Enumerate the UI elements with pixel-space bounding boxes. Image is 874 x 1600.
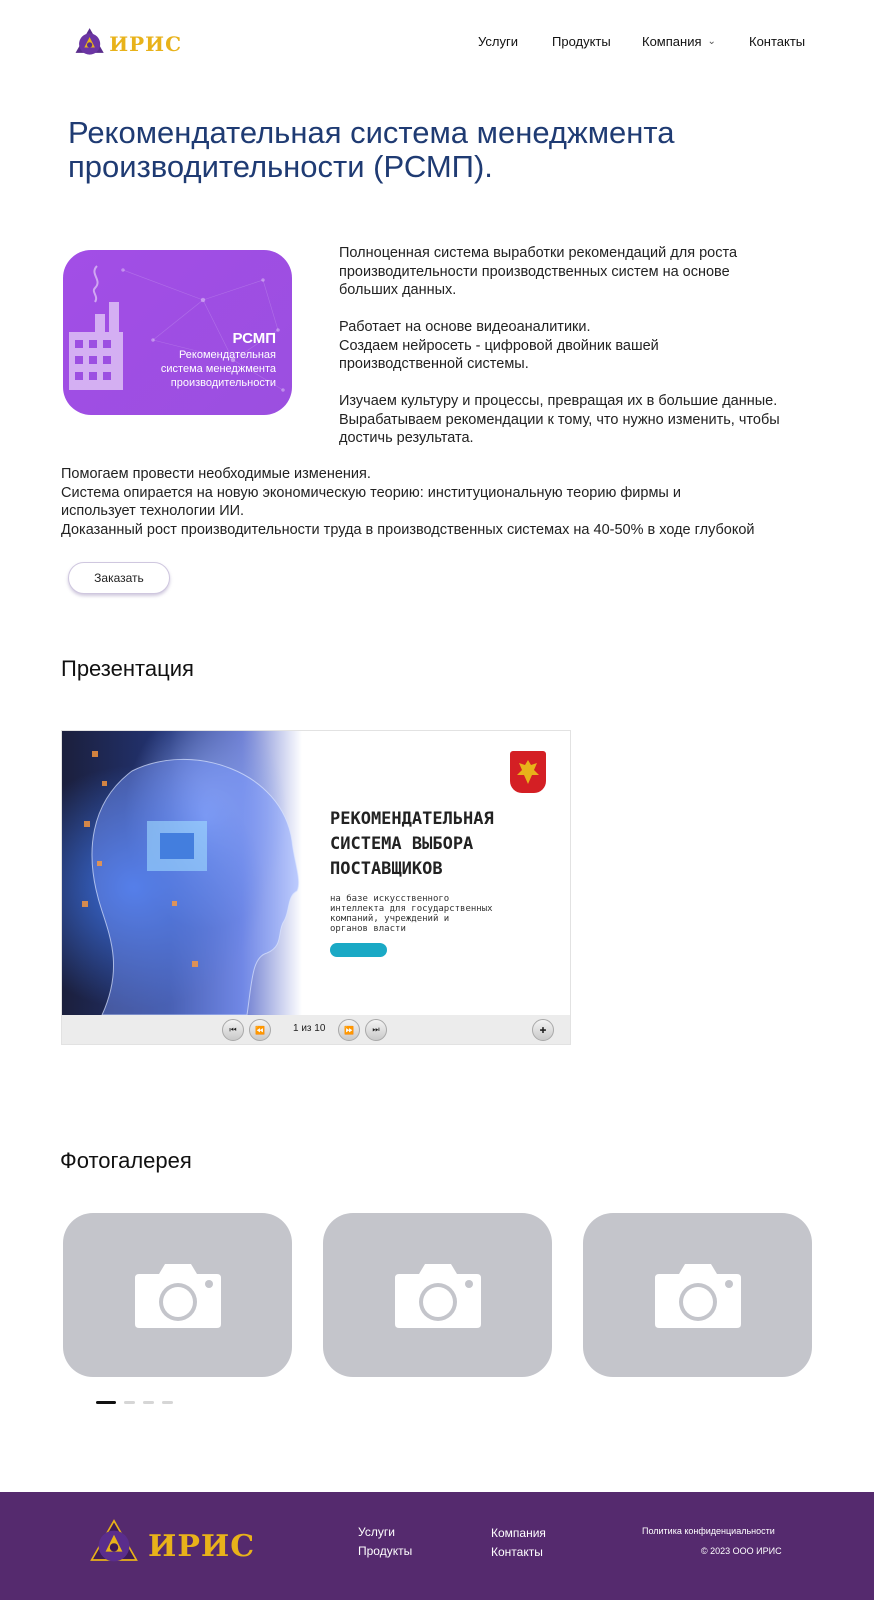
skip-start-icon: ⏮	[229, 1025, 237, 1034]
nav-company[interactable]	[642, 34, 716, 49]
footer-logo-text: ИРИС	[148, 1528, 256, 1564]
footer	[0, 1492, 874, 1600]
skip-end-icon: ⏭	[372, 1025, 380, 1034]
desc-line: производственной системы.	[339, 356, 529, 372]
logo-text: ИРИС	[109, 32, 182, 56]
page-title-line: производительности (РСМП).	[68, 149, 493, 184]
presentation-viewer[interactable]	[61, 730, 571, 1045]
nav-contacts[interactable]: Контакты	[749, 34, 806, 49]
chevron-down-icon: ⌄	[707, 36, 716, 47]
camera-icon	[395, 1262, 481, 1328]
privacy-policy-link[interactable]: Политика конфиденциальности	[642, 1526, 775, 1536]
camera-icon	[655, 1262, 741, 1328]
desc-line: Система опирается на новую экономическую теорию: институциональную теорию фирмы и	[61, 484, 681, 501]
promo-subtitle-line: система менеджмента	[160, 363, 276, 375]
gallery-photo[interactable]	[63, 1213, 292, 1377]
promo-subtitle-line: производительности	[170, 377, 276, 389]
iris-logo-icon	[84, 1518, 144, 1574]
fullscreen-icon: ✚	[539, 1025, 547, 1035]
camera-icon	[135, 1262, 221, 1328]
gallery-page-dot[interactable]	[162, 1401, 173, 1404]
gallery-photo[interactable]	[583, 1213, 812, 1377]
desc-line: Доказанный рост производительности труда в производственных системах на 40-50% в ходе глубокой	[61, 521, 755, 538]
page-counter: 1 из 10	[293, 1023, 326, 1034]
page-title-line: Рекомендательная система менеджмента	[68, 115, 675, 150]
footer-link-contacts[interactable]: Контакты	[491, 1545, 543, 1559]
slide-title-line: РЕКОМЕНДАТЕЛЬНАЯ	[330, 809, 494, 829]
order-button[interactable]: Заказать	[68, 562, 170, 594]
header-logo[interactable]	[72, 22, 182, 66]
gallery-section-title: Фотогалерея	[60, 1148, 192, 1173]
nav-company-label: Компания	[642, 34, 702, 49]
fast-forward-icon: ⏩	[344, 1025, 354, 1035]
gallery-photo[interactable]	[323, 1213, 552, 1377]
footer-link-services[interactable]: Услуги	[358, 1525, 395, 1539]
desc-line: Работает на основе видеоаналитики.	[339, 319, 591, 335]
product-description	[339, 244, 819, 448]
slide-subtitle-line: органов власти	[330, 924, 406, 934]
gallery-page-dot[interactable]	[124, 1401, 135, 1404]
promo-subtitle-line: Рекомендательная	[178, 349, 276, 361]
coat-of-arms-icon	[510, 751, 546, 793]
desc-line: достичь результата.	[339, 430, 474, 446]
desc-line: больших данных.	[339, 282, 457, 298]
promo-title: РСМП	[232, 330, 276, 347]
ai-head-image	[62, 731, 302, 1015]
desc-line: Создаем нейросеть - цифровой двойник вашей	[339, 337, 659, 354]
first-slide-button[interactable]	[222, 1019, 244, 1041]
presentation-controls	[62, 1015, 570, 1044]
copyright: © 2023 ООО ИРИС	[701, 1546, 782, 1556]
promo-subtitle	[136, 348, 276, 390]
slide-subtitle-line: интеллекта для государственных	[330, 904, 493, 914]
rsmp-promo-card	[63, 250, 292, 415]
footer-link-company[interactable]: Компания	[491, 1526, 546, 1540]
footer-link-products[interactable]: Продукты	[358, 1544, 413, 1558]
gallery-page-dot[interactable]	[143, 1401, 154, 1404]
next-slide-button[interactable]	[338, 1019, 360, 1041]
presentation-section-title: Презентация	[61, 656, 194, 681]
nav-services[interactable]: Услуги	[478, 34, 518, 49]
desc-line: Вырабатываем рекомендации к тому, что нужно изменить, чтобы	[339, 411, 780, 428]
desc-line: Изучаем культуру и процессы, превращая их в большие данные.	[339, 393, 778, 409]
nav-products[interactable]: Продукты	[552, 34, 611, 49]
slide-title-line: ПОСТАВЩИКОВ	[330, 859, 443, 879]
desc-line: производительности производственных систем на основе	[339, 263, 730, 280]
last-slide-button[interactable]	[365, 1019, 387, 1041]
desc-line: использует технологии ИИ.	[61, 503, 245, 519]
rewind-icon: ⏪	[255, 1025, 265, 1035]
desc-line: Помогаем провести необходимые изменения.	[61, 466, 371, 482]
slide-subtitle-line: на базе искусственного	[330, 894, 450, 904]
slide-subtitle	[330, 894, 530, 934]
factory-icon	[69, 262, 129, 390]
desc-line: Полноценная система выработки рекомендаций для роста	[339, 245, 738, 261]
slide-subtitle-line: компаний, учреждений и	[330, 914, 450, 924]
iris-logo-icon	[72, 24, 107, 64]
footer-logo[interactable]	[84, 1518, 255, 1574]
fullscreen-button[interactable]	[532, 1019, 554, 1041]
gallery-page-dot[interactable]	[96, 1401, 116, 1404]
slide-accent-pill	[330, 943, 387, 957]
ai-head-icon	[62, 731, 302, 1015]
gallery-pagination	[96, 1401, 173, 1404]
prev-slide-button[interactable]	[249, 1019, 271, 1041]
product-description-continued	[61, 465, 821, 539]
page-title	[68, 116, 808, 184]
slide-title	[330, 807, 560, 882]
slide-title-line: СИСТЕМА ВЫБОРА	[330, 834, 474, 854]
